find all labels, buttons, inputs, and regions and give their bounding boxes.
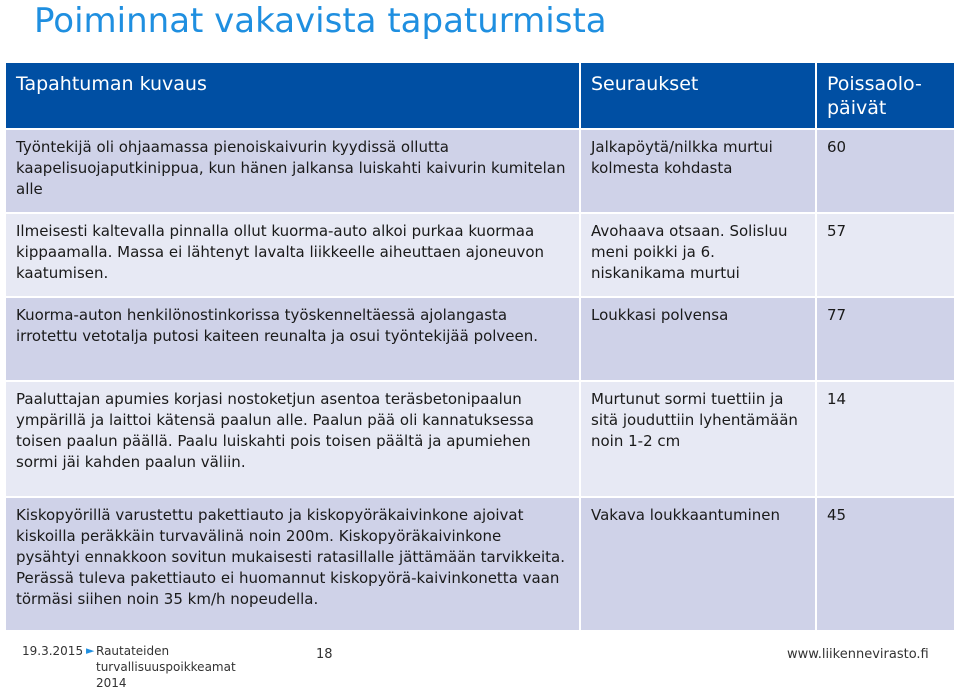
header-description: Tapahtuman kuvaus [5, 62, 580, 129]
table-header-row [5, 62, 955, 129]
row-days: 57 [816, 213, 955, 297]
table-row [5, 213, 955, 297]
footer-website-link[interactable]: www.liikennevirasto.fi [787, 647, 929, 662]
row-description: Kiskopyörillä varustettu pakettiauto ja kiskopyöräkaivinkone ajoivat kiskoilla peräkkäin turvavälinä noin 200m. Kiskopyöräkaivinkone pysähtyi ennakkoon sovitun mukaisesti ratasillalle jättämään tarvikkeita. Perässä tuleva pakettiauto ei huomannut kiskopyörä-kaivinkonetta vaan törmäsi siihen noin 35 km/h nopeudella. [5, 497, 580, 631]
row-description: Työntekijä oli ohjaamassa pienoiskaivurin kyydissä ollutta kaapelisuojaputkinippua, kun hänen jalkansa luiskahti kaivurin kumitelan alle [5, 129, 580, 213]
row-consequence: Vakava loukkaantuminen [580, 497, 816, 631]
header-consequences: Seuraukset [580, 62, 816, 129]
incident-table [4, 61, 956, 632]
row-description: Kuorma-auton henkilönostinkorissa työskenneltäessä ajolangasta irrotettu vetotalja putosi kaiteen reunalta ja osui työntekijää polveen. [5, 297, 580, 381]
row-days: 77 [816, 297, 955, 381]
row-days: 14 [816, 381, 955, 497]
page-title: Poiminnat vakavista tapaturmista [34, 1, 607, 41]
footer-presentation-title: Rautateiden turvallisuuspoikkeamat 2014 [96, 644, 236, 690]
footer-arrow-icon: ► [86, 644, 95, 657]
row-days: 45 [816, 497, 955, 631]
footer-date: 19.3.2015 [22, 644, 84, 658]
row-days: 60 [816, 129, 955, 213]
row-description: Ilmeisesti kaltevalla pinnalla ollut kuorma-auto alkoi purkaa kuormaa kippaamalla. Massa ei lähtenyt lavalta liikkeelle aiheuttaen ajoneuvon kaatumisen. [5, 213, 580, 297]
table-row [5, 497, 955, 631]
table-row [5, 129, 955, 213]
row-consequence: Jalkapöytä/nilkka murtui kolmesta kohdasta [580, 129, 816, 213]
row-consequence: Avohaava otsaan. Solisluu meni poikki ja 6. niskanikama murtui [580, 213, 816, 297]
row-description: Paaluttajan apumies korjasi nostoketjun asentoa teräsbetonipaalun ympärillä ja laittoi kätensä paalun alle. Paalun pää oli kannatuksessa toisen paalun päällä. Paalu luiskahti pois toisen päältä ja apumiehen sormi jäi kahden paalun väliin. [5, 381, 580, 497]
table-row [5, 297, 955, 381]
row-consequence: Loukkasi polvensa [580, 297, 816, 381]
row-consequence: Murtunut sormi tuettiin ja sitä jouduttiin lyhentämään noin 1-2 cm [580, 381, 816, 497]
header-absence-days: Poissaolo-päivät [816, 62, 955, 129]
footer-page-number: 18 [316, 647, 333, 662]
table-row [5, 381, 955, 497]
